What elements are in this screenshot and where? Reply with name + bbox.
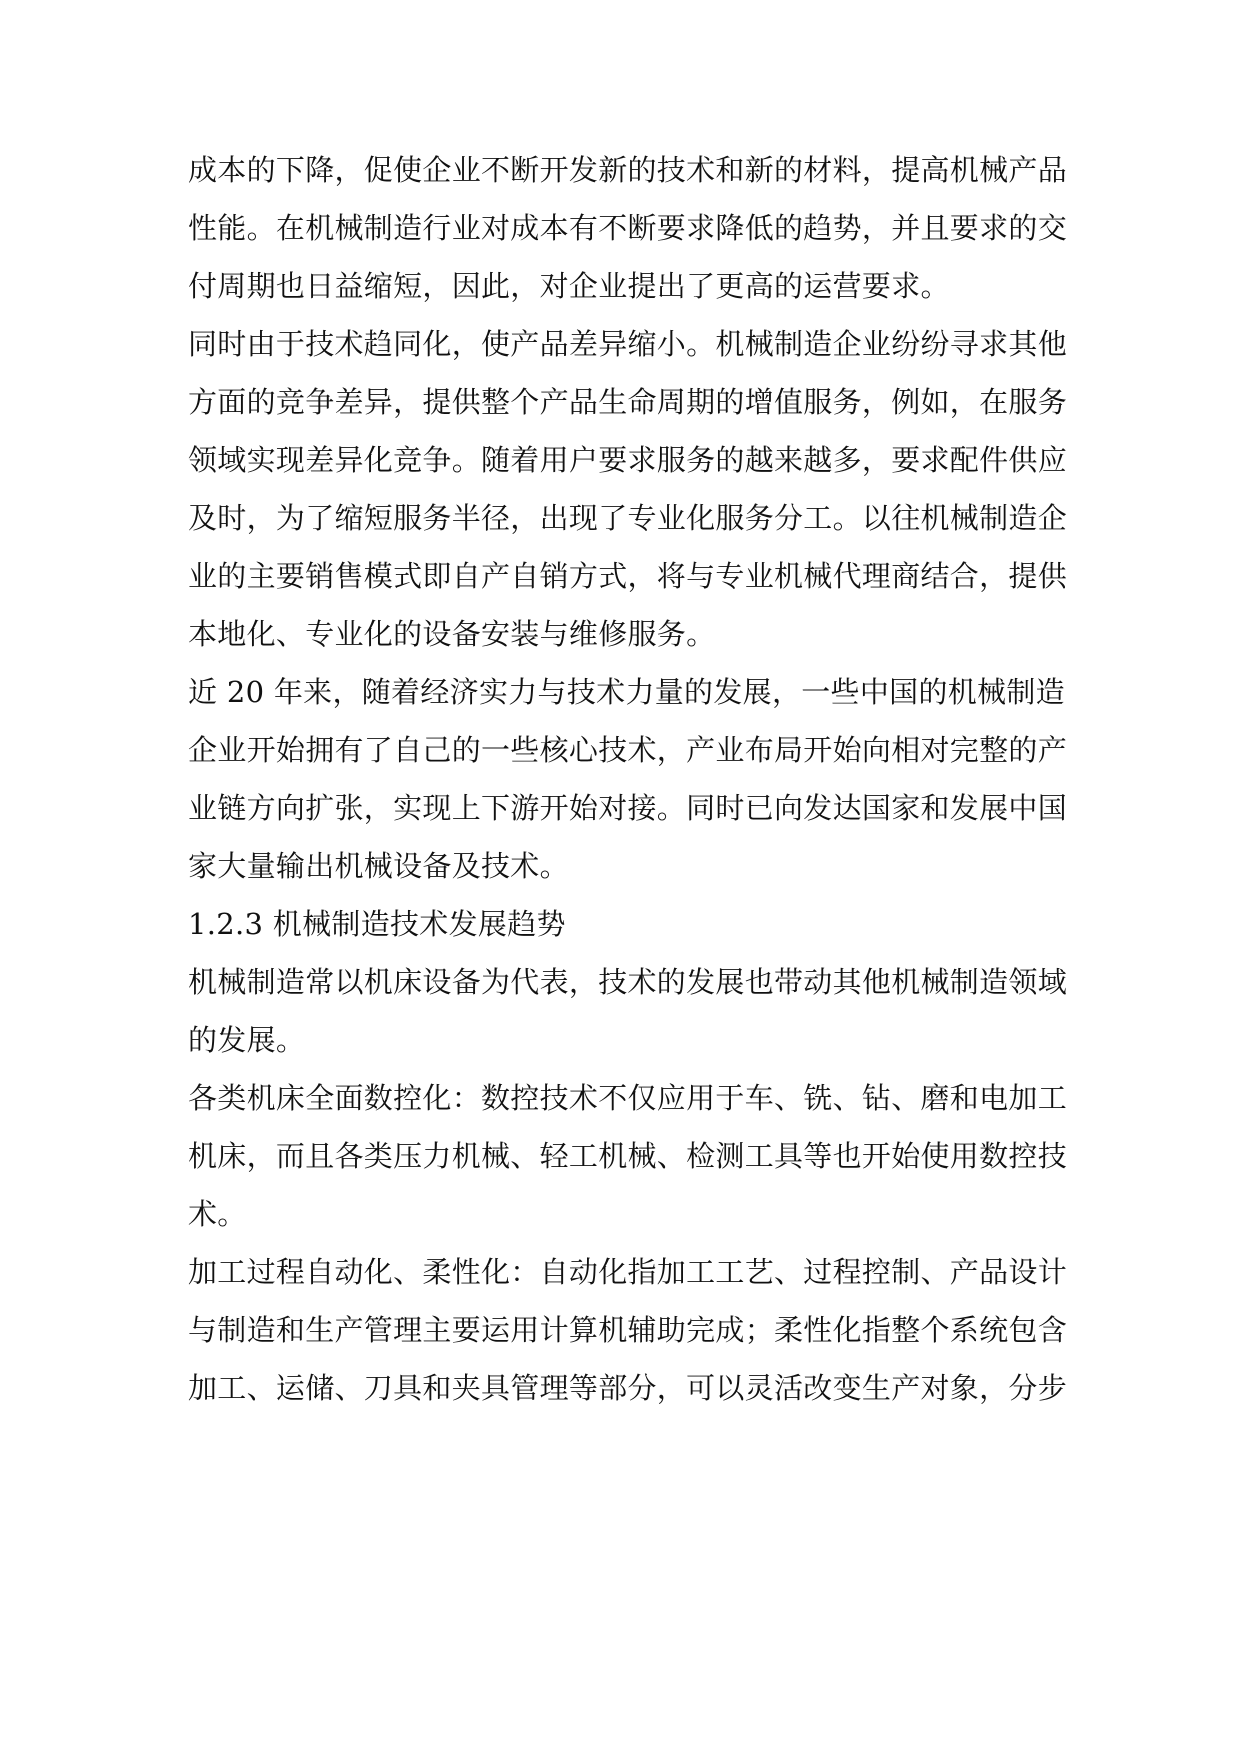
text-line: 付周期也日益缩短，因此，对企业提出了更高的运营要求。 (188, 269, 950, 303)
text-line: 本地化、专业化的设备安装与维修服务。 (188, 617, 716, 651)
text-line: 各类机床全面数控化：数控技术不仅应用于车、铣、钻、磨和电加工 (188, 1081, 1068, 1115)
section-heading: 1.2.3 机械制造技术发展趋势 (188, 907, 566, 941)
text-line: 同时由于技术趋同化，使产品差异缩小。机械制造企业纷纷寻求其他 (188, 327, 1068, 361)
text-line: 及时，为了缩短服务半径，出现了专业化服务分工。以往机械制造企 (188, 501, 1068, 535)
text-line: 业链方向扩张，实现上下游开始对接。同时已向发达国家和发展中国 (188, 791, 1068, 825)
text-line: 近 20 年来，随着经济实力与技术力量的发展，一些中国的机械制造 (188, 675, 1065, 709)
text-line: 加工、运储、刀具和夹具管理等部分，可以灵活改变生产对象，分步 (188, 1371, 1068, 1405)
text-line: 领域实现差异化竞争。随着用户要求服务的越来越多，要求配件供应 (188, 443, 1068, 477)
text-line: 方面的竞争差异，提供整个产品生命周期的增值服务，例如，在服务 (188, 385, 1068, 419)
text-line: 成本的下降，促使企业不断开发新的技术和新的材料，提高机械产品 (188, 153, 1068, 187)
text-line: 机床，而且各类压力机械、轻工机械、检测工具等也开始使用数控技 (188, 1139, 1068, 1173)
text-line: 性能。在机械制造行业对成本有不断要求降低的趋势，并且要求的交 (188, 211, 1068, 245)
text-line: 家大量输出机械设备及技术。 (188, 849, 569, 883)
text-line: 业的主要销售模式即自产自销方式，将与专业机械代理商结合，提供 (188, 559, 1068, 593)
text-line: 机械制造常以机床设备为代表，技术的发展也带动其他机械制造领域 (188, 965, 1068, 999)
text-line: 的发展。 (188, 1023, 306, 1057)
text-line: 与制造和生产管理主要运用计算机辅助完成；柔性化指整个系统包含 (188, 1313, 1068, 1347)
text-line: 术。 (188, 1197, 247, 1231)
text-line: 加工过程自动化、柔性化：自动化指加工工艺、过程控制、产品设计 (188, 1255, 1068, 1289)
text-line: 企业开始拥有了自己的一些核心技术，产业布局开始向相对完整的产 (188, 733, 1068, 767)
